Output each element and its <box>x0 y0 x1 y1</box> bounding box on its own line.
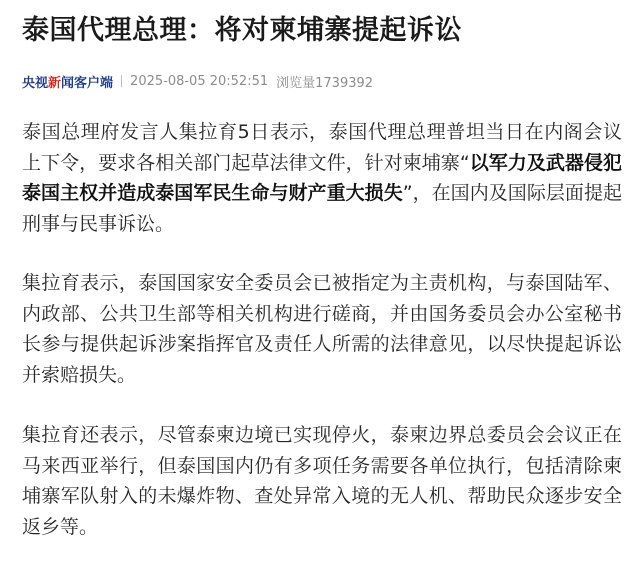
source-name-part: 央视 <box>22 75 49 91</box>
view-count: 浏览量1739392 <box>276 75 374 91</box>
source-name-part: 闻客户端 <box>61 75 114 91</box>
paragraph-text: 泰国总理府发言人集拉育5日表示，泰国代理总理普坦当日在内阁会议上下令，要求各相关部门起草法律文件，针对柬埔寨“ <box>22 121 622 174</box>
paragraph: 集拉育表示，泰国国家安全委员会已被指定为主责机构，与泰国陆军、内政部、公共卫生部等相关机构进行磋商，并由国务委员会办公室秘书长参与提供起诉涉案指挥官及责任人所需的法律意见，以尽快提起诉讼并索赔损失。 <box>22 272 622 386</box>
article-meta <box>22 71 373 91</box>
meta-divider <box>121 75 122 87</box>
source-name[interactable] <box>22 72 113 91</box>
article-title: 泰国代理总理：将对柬埔寨提起诉讼 <box>22 15 462 46</box>
paragraph-text: ”，在国内及国际层面提起刑事与民事诉讼。 <box>22 182 622 235</box>
source-name-part: 新 <box>48 75 62 91</box>
paragraph <box>22 117 622 239</box>
paragraph-bold-text: 以军力及武器侵犯泰国主权并造成泰国军民生命与财产重大损失 <box>22 151 622 204</box>
paragraph: 集拉育还表示，尽管泰柬边境已实现停火，泰柬边界总委员会会议正在马来西亚举行，但泰国国内仍有多项任务需要各单位执行，包括清除柬埔寨军队射入的未爆炸物、查处异常入境的无人机、帮助民众逐步安全返乡等。 <box>22 424 622 538</box>
publish-date: 2025-08-05 20:52:51 <box>130 73 269 89</box>
